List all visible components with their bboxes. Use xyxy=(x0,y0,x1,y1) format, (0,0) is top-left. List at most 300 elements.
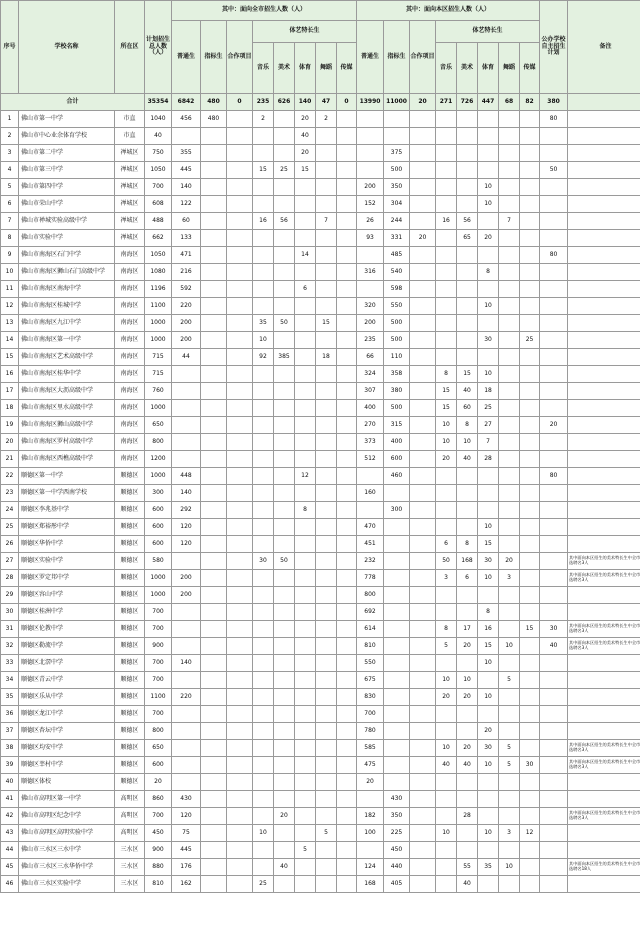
total-cell xyxy=(568,94,640,111)
cell-local-regular: 700 xyxy=(357,706,384,723)
cell-city-dance: 18 xyxy=(316,349,337,366)
cell-seq: 5 xyxy=(1,179,19,196)
header-local-arts: 体艺特长生 xyxy=(436,21,540,43)
cell-local-sports: 30 xyxy=(478,740,499,757)
cell-city-art xyxy=(274,230,295,247)
cell-city-regular: 471 xyxy=(172,247,201,264)
cell-local-regular: 324 xyxy=(357,366,384,383)
cell-local-quota: 380 xyxy=(384,383,410,400)
header-local-dance: 舞蹈 xyxy=(499,43,520,94)
cell-local-art xyxy=(457,281,478,298)
cell-remark xyxy=(568,604,640,621)
header-local-group: 其中：面向本区招生人数（人） xyxy=(357,1,540,21)
table-row xyxy=(1,672,640,689)
cell-local-regular: 585 xyxy=(357,740,384,757)
cell-city-regular xyxy=(172,400,201,417)
cell-city-art xyxy=(274,723,295,740)
cell-local-media xyxy=(520,315,540,332)
cell-city-sports xyxy=(295,417,316,434)
cell-remark: 其中面向本区招生的美术特长生中全市选聘名3人 xyxy=(568,808,640,825)
cell-city-coop xyxy=(227,281,253,298)
cell-city-coop xyxy=(227,417,253,434)
cell-city-quota xyxy=(201,706,227,723)
cell-city-quota xyxy=(201,332,227,349)
cell-school: 佛山市南海区石门中学 xyxy=(19,247,115,264)
cell-local-sports xyxy=(478,213,499,230)
cell-local-sports xyxy=(478,247,499,264)
cell-city-art xyxy=(274,638,295,655)
cell-plan-total: 650 xyxy=(145,740,172,757)
cell-city-media xyxy=(337,485,357,502)
cell-local-quota: 500 xyxy=(384,332,410,349)
header-local-media: 传媒 xyxy=(520,43,540,94)
cell-city-media xyxy=(337,672,357,689)
cell-local-music xyxy=(436,485,457,502)
cell-local-coop xyxy=(410,706,436,723)
cell-school: 佛山市南海区南海中学 xyxy=(19,281,115,298)
cell-remark xyxy=(568,417,640,434)
table-row xyxy=(1,451,640,468)
cell-local-quota xyxy=(384,740,410,757)
cell-local-music xyxy=(436,247,457,264)
cell-plan-total: 1000 xyxy=(145,332,172,349)
table-row xyxy=(1,825,640,842)
cell-autonomous xyxy=(540,264,568,281)
cell-city-coop xyxy=(227,808,253,825)
cell-autonomous xyxy=(540,604,568,621)
cell-seq: 46 xyxy=(1,876,19,893)
cell-autonomous: 80 xyxy=(540,468,568,485)
cell-local-dance xyxy=(499,791,520,808)
cell-local-coop xyxy=(410,791,436,808)
cell-remark xyxy=(568,536,640,553)
cell-city-quota xyxy=(201,281,227,298)
cell-local-media xyxy=(520,723,540,740)
cell-city-coop xyxy=(227,604,253,621)
cell-local-music xyxy=(436,723,457,740)
cell-local-music: 40 xyxy=(436,757,457,774)
cell-seq: 44 xyxy=(1,842,19,859)
cell-local-sports: 10 xyxy=(478,570,499,587)
cell-city-quota xyxy=(201,128,227,145)
cell-local-sports xyxy=(478,145,499,162)
cell-city-media xyxy=(337,111,357,128)
cell-local-regular: 307 xyxy=(357,383,384,400)
cell-city-sports xyxy=(295,298,316,315)
cell-city-regular: 430 xyxy=(172,791,201,808)
cell-city-media xyxy=(337,859,357,876)
cell-city-music xyxy=(253,519,274,536)
cell-local-quota xyxy=(384,485,410,502)
cell-city-dance xyxy=(316,196,337,213)
cell-city-art xyxy=(274,587,295,604)
cell-city-music xyxy=(253,655,274,672)
table-row xyxy=(1,808,640,825)
cell-city-sports xyxy=(295,638,316,655)
cell-plan-total: 880 xyxy=(145,859,172,876)
cell-local-quota: 550 xyxy=(384,298,410,315)
cell-autonomous xyxy=(540,791,568,808)
cell-local-sports: 10 xyxy=(478,655,499,672)
cell-city-art xyxy=(274,774,295,791)
cell-local-art xyxy=(457,842,478,859)
table-row xyxy=(1,179,640,196)
cell-local-regular: 675 xyxy=(357,672,384,689)
cell-city-regular xyxy=(172,757,201,774)
cell-local-regular xyxy=(357,111,384,128)
cell-city-music xyxy=(253,264,274,281)
cell-local-regular: 692 xyxy=(357,604,384,621)
cell-local-regular: 270 xyxy=(357,417,384,434)
cell-city-coop xyxy=(227,825,253,842)
cell-city-dance xyxy=(316,876,337,893)
cell-city-music: 35 xyxy=(253,315,274,332)
cell-local-media xyxy=(520,366,540,383)
cell-plan-total: 860 xyxy=(145,791,172,808)
cell-city-music xyxy=(253,451,274,468)
cell-local-coop xyxy=(410,553,436,570)
cell-city-regular: 120 xyxy=(172,536,201,553)
cell-plan-total: 600 xyxy=(145,536,172,553)
cell-local-dance: 5 xyxy=(499,740,520,757)
cell-city-regular xyxy=(172,553,201,570)
cell-city-sports xyxy=(295,383,316,400)
cell-city-media xyxy=(337,502,357,519)
cell-city-media xyxy=(337,196,357,213)
cell-plan-total: 1000 xyxy=(145,587,172,604)
cell-local-music: 10 xyxy=(436,434,457,451)
cell-school: 顺德区杏坛中学 xyxy=(19,723,115,740)
cell-plan-total: 800 xyxy=(145,434,172,451)
cell-district: 顺德区 xyxy=(115,468,145,485)
cell-city-regular: 44 xyxy=(172,349,201,366)
cell-local-music xyxy=(436,179,457,196)
cell-plan-total: 900 xyxy=(145,638,172,655)
cell-school: 佛山市南海区九江中学 xyxy=(19,315,115,332)
cell-city-coop xyxy=(227,196,253,213)
cell-remark xyxy=(568,706,640,723)
cell-city-dance xyxy=(316,128,337,145)
cell-local-dance xyxy=(499,332,520,349)
table-row xyxy=(1,230,640,247)
cell-city-art xyxy=(274,145,295,162)
cell-city-sports xyxy=(295,315,316,332)
cell-local-quota: 225 xyxy=(384,825,410,842)
cell-local-regular: 124 xyxy=(357,859,384,876)
cell-district: 南海区 xyxy=(115,434,145,451)
total-cell: 0 xyxy=(227,94,253,111)
cell-local-sports: 10 xyxy=(478,519,499,536)
cell-city-coop xyxy=(227,315,253,332)
cell-autonomous xyxy=(540,434,568,451)
cell-local-coop xyxy=(410,264,436,281)
cell-seq: 14 xyxy=(1,332,19,349)
cell-local-dance xyxy=(499,111,520,128)
cell-district: 顺德区 xyxy=(115,502,145,519)
cell-local-music: 50 xyxy=(436,553,457,570)
cell-district: 顺德区 xyxy=(115,587,145,604)
cell-local-coop xyxy=(410,298,436,315)
cell-local-regular: 152 xyxy=(357,196,384,213)
cell-seq: 38 xyxy=(1,740,19,757)
cell-school: 佛山市南海区狮山高级中学 xyxy=(19,417,115,434)
cell-city-regular: 200 xyxy=(172,332,201,349)
cell-city-quota xyxy=(201,842,227,859)
table-row xyxy=(1,162,640,179)
cell-district: 南海区 xyxy=(115,349,145,366)
cell-city-dance: 2 xyxy=(316,111,337,128)
cell-remark xyxy=(568,485,640,502)
cell-autonomous xyxy=(540,655,568,672)
cell-remark xyxy=(568,128,640,145)
cell-local-music: 10 xyxy=(436,672,457,689)
cell-local-sports: 25 xyxy=(478,400,499,417)
cell-city-music xyxy=(253,383,274,400)
cell-city-music xyxy=(253,230,274,247)
cell-local-art xyxy=(457,196,478,213)
cell-local-quota: 350 xyxy=(384,808,410,825)
cell-district: 顺德区 xyxy=(115,570,145,587)
cell-local-coop xyxy=(410,774,436,791)
cell-city-media xyxy=(337,128,357,145)
cell-local-quota xyxy=(384,570,410,587)
cell-city-sports: 20 xyxy=(295,145,316,162)
cell-city-art xyxy=(274,757,295,774)
cell-local-art xyxy=(457,723,478,740)
cell-local-media xyxy=(520,196,540,213)
cell-autonomous xyxy=(540,298,568,315)
cell-local-art xyxy=(457,519,478,536)
cell-city-art xyxy=(274,196,295,213)
cell-local-sports: 35 xyxy=(478,859,499,876)
cell-remark xyxy=(568,689,640,706)
cell-local-sports xyxy=(478,128,499,145)
cell-remark xyxy=(568,213,640,230)
cell-local-art: 20 xyxy=(457,638,478,655)
cell-local-dance xyxy=(499,808,520,825)
cell-city-dance xyxy=(316,638,337,655)
cell-city-art xyxy=(274,434,295,451)
cell-seq: 21 xyxy=(1,451,19,468)
cell-local-music xyxy=(436,264,457,281)
cell-local-music: 6 xyxy=(436,536,457,553)
cell-local-dance xyxy=(499,196,520,213)
cell-city-art xyxy=(274,570,295,587)
cell-local-sports: 16 xyxy=(478,621,499,638)
cell-remark: 其中面向本区招生的美术特长生中全市选聘名3人 xyxy=(568,553,640,570)
cell-seq: 9 xyxy=(1,247,19,264)
cell-city-coop xyxy=(227,213,253,230)
cell-city-music xyxy=(253,638,274,655)
cell-district: 顺德区 xyxy=(115,638,145,655)
cell-local-dance xyxy=(499,264,520,281)
cell-autonomous xyxy=(540,383,568,400)
cell-school: 顺德区第一中学西南学校 xyxy=(19,485,115,502)
table-row xyxy=(1,247,640,264)
cell-local-dance xyxy=(499,604,520,621)
cell-autonomous: 80 xyxy=(540,111,568,128)
cell-city-quota xyxy=(201,723,227,740)
cell-local-regular: 160 xyxy=(357,485,384,502)
cell-autonomous xyxy=(540,740,568,757)
table-row xyxy=(1,264,640,281)
cell-local-art: 40 xyxy=(457,451,478,468)
cell-seq: 35 xyxy=(1,689,19,706)
cell-seq: 11 xyxy=(1,281,19,298)
cell-city-quota xyxy=(201,230,227,247)
cell-city-media xyxy=(337,570,357,587)
cell-local-dance xyxy=(499,247,520,264)
cell-city-dance xyxy=(316,366,337,383)
cell-plan-total: 608 xyxy=(145,196,172,213)
cell-city-art xyxy=(274,791,295,808)
cell-local-art: 60 xyxy=(457,400,478,417)
cell-city-music xyxy=(253,604,274,621)
cell-city-regular: 220 xyxy=(172,689,201,706)
cell-autonomous xyxy=(540,706,568,723)
cell-school: 佛山市实验中学 xyxy=(19,230,115,247)
cell-city-sports xyxy=(295,621,316,638)
cell-city-sports xyxy=(295,655,316,672)
cell-district: 南海区 xyxy=(115,264,145,281)
cell-city-coop xyxy=(227,842,253,859)
cell-school: 顺德区莘村中学 xyxy=(19,757,115,774)
cell-local-coop xyxy=(410,689,436,706)
cell-local-quota: 331 xyxy=(384,230,410,247)
cell-local-regular: 182 xyxy=(357,808,384,825)
cell-local-art: 8 xyxy=(457,536,478,553)
cell-city-quota xyxy=(201,264,227,281)
cell-city-music xyxy=(253,179,274,196)
cell-city-sports: 5 xyxy=(295,842,316,859)
cell-city-quota xyxy=(201,519,227,536)
cell-city-dance xyxy=(316,808,337,825)
cell-local-music xyxy=(436,281,457,298)
cell-city-regular: 162 xyxy=(172,876,201,893)
cell-city-art xyxy=(274,281,295,298)
cell-local-quota: 430 xyxy=(384,791,410,808)
cell-local-media xyxy=(520,383,540,400)
cell-city-regular: 176 xyxy=(172,859,201,876)
header-city-group: 其中：面向全市招生人数（人） xyxy=(172,1,357,21)
table-row xyxy=(1,417,640,434)
cell-local-music xyxy=(436,196,457,213)
cell-city-coop xyxy=(227,587,253,604)
cell-city-dance xyxy=(316,859,337,876)
cell-local-sports: 28 xyxy=(478,451,499,468)
cell-seq: 13 xyxy=(1,315,19,332)
cell-local-art xyxy=(457,502,478,519)
cell-local-art xyxy=(457,349,478,366)
header-local-music: 音乐 xyxy=(436,43,457,94)
cell-local-music: 20 xyxy=(436,451,457,468)
cell-plan-total: 1000 xyxy=(145,315,172,332)
cell-autonomous xyxy=(540,774,568,791)
cell-city-regular: 445 xyxy=(172,842,201,859)
cell-city-music xyxy=(253,400,274,417)
cell-seq: 20 xyxy=(1,434,19,451)
cell-remark xyxy=(568,298,640,315)
cell-local-art: 15 xyxy=(457,366,478,383)
cell-city-art xyxy=(274,604,295,621)
cell-plan-total: 488 xyxy=(145,213,172,230)
cell-local-media xyxy=(520,842,540,859)
cell-city-dance xyxy=(316,400,337,417)
cell-city-coop xyxy=(227,247,253,264)
total-cell: 480 xyxy=(201,94,227,111)
table-row xyxy=(1,689,640,706)
cell-city-music xyxy=(253,145,274,162)
cell-city-sports: 8 xyxy=(295,502,316,519)
cell-school: 顺德区实验中学 xyxy=(19,553,115,570)
cell-city-art: 20 xyxy=(274,808,295,825)
cell-local-coop xyxy=(410,485,436,502)
cell-city-coop xyxy=(227,570,253,587)
cell-city-music xyxy=(253,366,274,383)
cell-local-dance xyxy=(499,145,520,162)
cell-local-quota: 358 xyxy=(384,366,410,383)
cell-local-art xyxy=(457,179,478,196)
cell-local-regular xyxy=(357,128,384,145)
cell-local-music xyxy=(436,230,457,247)
cell-local-dance xyxy=(499,502,520,519)
cell-local-regular: 168 xyxy=(357,876,384,893)
cell-local-dance xyxy=(499,451,520,468)
cell-autonomous xyxy=(540,230,568,247)
cell-city-media xyxy=(337,434,357,451)
cell-remark xyxy=(568,502,640,519)
cell-city-sports xyxy=(295,570,316,587)
cell-school: 顺德区青云中学 xyxy=(19,672,115,689)
cell-city-sports xyxy=(295,213,316,230)
cell-plan-total: 1200 xyxy=(145,451,172,468)
cell-plan-total: 700 xyxy=(145,672,172,689)
cell-local-art: 20 xyxy=(457,689,478,706)
cell-school: 顺德区郑裕彤中学 xyxy=(19,519,115,536)
cell-local-regular: 512 xyxy=(357,451,384,468)
cell-local-music xyxy=(436,502,457,519)
cell-local-regular: 373 xyxy=(357,434,384,451)
cell-local-quota xyxy=(384,774,410,791)
cell-district: 禅城区 xyxy=(115,213,145,230)
cell-city-regular: 445 xyxy=(172,162,201,179)
cell-local-sports xyxy=(478,468,499,485)
cell-city-dance xyxy=(316,757,337,774)
table-row xyxy=(1,145,640,162)
cell-school: 顺德区伦教中学 xyxy=(19,621,115,638)
cell-district: 顺德区 xyxy=(115,740,145,757)
total-cell: 6842 xyxy=(172,94,201,111)
cell-remark xyxy=(568,230,640,247)
cell-local-music xyxy=(436,111,457,128)
cell-local-media xyxy=(520,247,540,264)
total-cell: 11000 xyxy=(384,94,410,111)
header-city-dance: 舞蹈 xyxy=(316,43,337,94)
cell-local-dance xyxy=(499,349,520,366)
cell-city-coop xyxy=(227,111,253,128)
cell-district: 市直 xyxy=(115,128,145,145)
cell-city-quota xyxy=(201,740,227,757)
cell-local-music xyxy=(436,876,457,893)
cell-autonomous xyxy=(540,825,568,842)
cell-local-sports: 10 xyxy=(478,196,499,213)
cell-city-quota xyxy=(201,604,227,621)
cell-city-dance xyxy=(316,706,337,723)
cell-school: 顺德区龙江中学 xyxy=(19,706,115,723)
cell-city-dance xyxy=(316,774,337,791)
cell-city-art xyxy=(274,332,295,349)
cell-school: 佛山市第一中学 xyxy=(19,111,115,128)
